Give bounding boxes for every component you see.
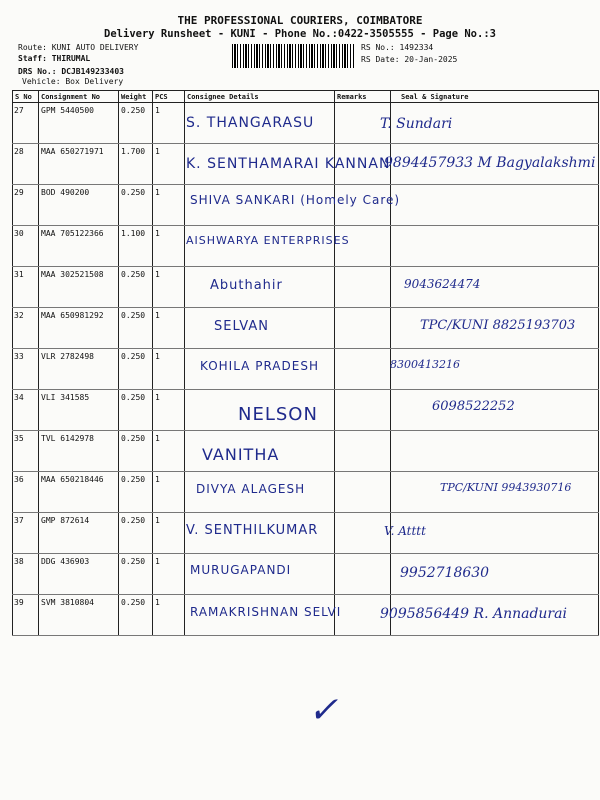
row-pcs: 1 <box>153 185 185 226</box>
handwritten-consignee: VANITHA <box>202 445 280 464</box>
row-remarks <box>335 390 391 431</box>
row-weight: 0.250 <box>119 349 153 390</box>
row-sno: 34 <box>13 390 39 431</box>
row-sno: 29 <box>13 185 39 226</box>
row-weight: 0.250 <box>119 308 153 349</box>
row-pcs: 1 <box>153 226 185 267</box>
row-sno: 37 <box>13 513 39 554</box>
handwritten-signature: 6098522252 <box>432 399 515 414</box>
row-consignment: MAA 705122366 <box>39 226 119 267</box>
table-row <box>13 267 599 308</box>
row-pcs: 1 <box>153 103 185 144</box>
handwritten-signature: T. Sundari <box>380 116 453 132</box>
row-pcs: 1 <box>153 308 185 349</box>
handwritten-consignee: V. SENTHILKUMAR <box>186 523 319 538</box>
row-consignment: MAA 650981292 <box>39 308 119 349</box>
handwritten-consignee: SHIVA SANKARI (Homely Care) <box>190 193 401 207</box>
row-remarks <box>335 267 391 308</box>
row-pcs: 1 <box>153 472 185 513</box>
row-pcs: 1 <box>153 513 185 554</box>
row-weight: 0.250 <box>119 185 153 226</box>
row-weight: 1.100 <box>119 226 153 267</box>
check-mark-icon: ✓ <box>308 690 339 731</box>
row-remarks <box>335 431 391 472</box>
handwritten-signature: V. Atttt <box>384 524 426 538</box>
row-sno: 39 <box>13 595 39 636</box>
row-weight: 0.250 <box>119 472 153 513</box>
drs-number: DRS No.: DCJB149233403 <box>18 67 124 76</box>
col-weight: Weight <box>119 91 153 103</box>
row-pcs: 1 <box>153 349 185 390</box>
row-seal-cell <box>391 226 599 267</box>
rs-date: RS Date: 20-Jan-2025 <box>361 55 458 64</box>
col-sno: S No <box>13 91 39 103</box>
barcode-image <box>232 44 354 68</box>
row-sno: 36 <box>13 472 39 513</box>
row-weight: 0.250 <box>119 390 153 431</box>
row-consignment: MAA 650271971 <box>39 144 119 185</box>
row-pcs: 1 <box>153 554 185 595</box>
row-sno: 28 <box>13 144 39 185</box>
row-remarks <box>335 513 391 554</box>
row-seal-cell <box>391 431 599 472</box>
col-remarks: Remarks <box>335 91 391 103</box>
handwritten-consignee: KOHILA PRADESH <box>200 359 319 373</box>
col-seal: Seal & Signature <box>391 91 599 103</box>
col-consignee: Consignee Details <box>185 91 335 103</box>
handwritten-signature: 9043624474 <box>404 277 481 291</box>
runsheet-subtitle: Delivery Runsheet - KUNI - Phone No.:0422-3505555 - Page No.:3 <box>104 28 496 40</box>
table-row <box>13 554 599 595</box>
row-pcs: 1 <box>153 390 185 431</box>
handwritten-consignee: MURUGAPANDI <box>190 563 292 577</box>
handwritten-signature: 9952718630 <box>400 565 490 581</box>
row-weight: 0.250 <box>119 554 153 595</box>
row-sno: 33 <box>13 349 39 390</box>
table-header-row <box>13 91 599 103</box>
row-weight: 0.250 <box>119 103 153 144</box>
row-consignment: DDG 436903 <box>39 554 119 595</box>
row-sno: 27 <box>13 103 39 144</box>
company-title: THE PROFESSIONAL COURIERS, COIMBATORE <box>177 14 423 27</box>
handwritten-signature: 9894457933 M Bagyalakshmi <box>384 155 596 171</box>
handwritten-consignee: NELSON <box>238 404 318 425</box>
row-remarks <box>335 554 391 595</box>
row-weight: 0.250 <box>119 595 153 636</box>
row-pcs: 1 <box>153 144 185 185</box>
row-consignment: GPM 5440500 <box>39 103 119 144</box>
row-remarks <box>335 472 391 513</box>
row-sno: 35 <box>13 431 39 472</box>
row-sno: 38 <box>13 554 39 595</box>
row-weight: 1.700 <box>119 144 153 185</box>
handwritten-signature: 8300413216 <box>390 358 460 371</box>
row-consignment: MAA 650218446 <box>39 472 119 513</box>
row-consignment: MAA 302521508 <box>39 267 119 308</box>
row-weight: 0.250 <box>119 513 153 554</box>
row-consignment: SVM 3810804 <box>39 595 119 636</box>
row-pcs: 1 <box>153 267 185 308</box>
handwritten-signature: 9095856449 R. Annadurai <box>380 606 567 622</box>
row-sno: 30 <box>13 226 39 267</box>
col-pcs: PCS <box>153 91 185 103</box>
row-sno: 32 <box>13 308 39 349</box>
row-remarks <box>335 349 391 390</box>
handwritten-consignee: SELVAN <box>214 319 269 334</box>
row-pcs: 1 <box>153 595 185 636</box>
handwritten-consignee: DIVYA ALAGESH <box>196 482 306 496</box>
row-sno: 31 <box>13 267 39 308</box>
handwritten-consignee: AISHWARYA ENTERPRISES <box>186 234 350 247</box>
col-consignment: Consignment No <box>39 91 119 103</box>
row-consignment: BOD 490200 <box>39 185 119 226</box>
row-weight: 0.250 <box>119 431 153 472</box>
handwritten-consignee: S. THANGARASU <box>186 115 315 131</box>
row-remarks <box>335 308 391 349</box>
handwritten-consignee: Abuthahir <box>210 278 283 293</box>
row-seal-cell <box>391 185 599 226</box>
handwritten-consignee: RAMAKRISHNAN SELVI <box>190 605 342 619</box>
table-row <box>13 431 599 472</box>
handwritten-signature: TPC/KUNI 9943930716 <box>440 481 572 494</box>
handwritten-consignee: K. SENTHAMARAI KANNAN <box>186 156 391 172</box>
row-weight: 0.250 <box>119 267 153 308</box>
handwritten-signature: TPC/KUNI 8825193703 <box>420 318 576 333</box>
row-consignment: GMP 872614 <box>39 513 119 554</box>
row-consignment: VLR 2782498 <box>39 349 119 390</box>
staff-label: Staff: THIRUMAL <box>18 54 91 63</box>
vehicle-label: Vehicle: Box Delivery <box>22 77 124 86</box>
route-label: Route: KUNI AUTO DELIVERY <box>18 43 139 52</box>
row-consignment: TVL 6142978 <box>39 431 119 472</box>
row-pcs: 1 <box>153 431 185 472</box>
rs-number: RS No.: 1492334 <box>361 43 434 52</box>
row-consignment: VLI 341585 <box>39 390 119 431</box>
